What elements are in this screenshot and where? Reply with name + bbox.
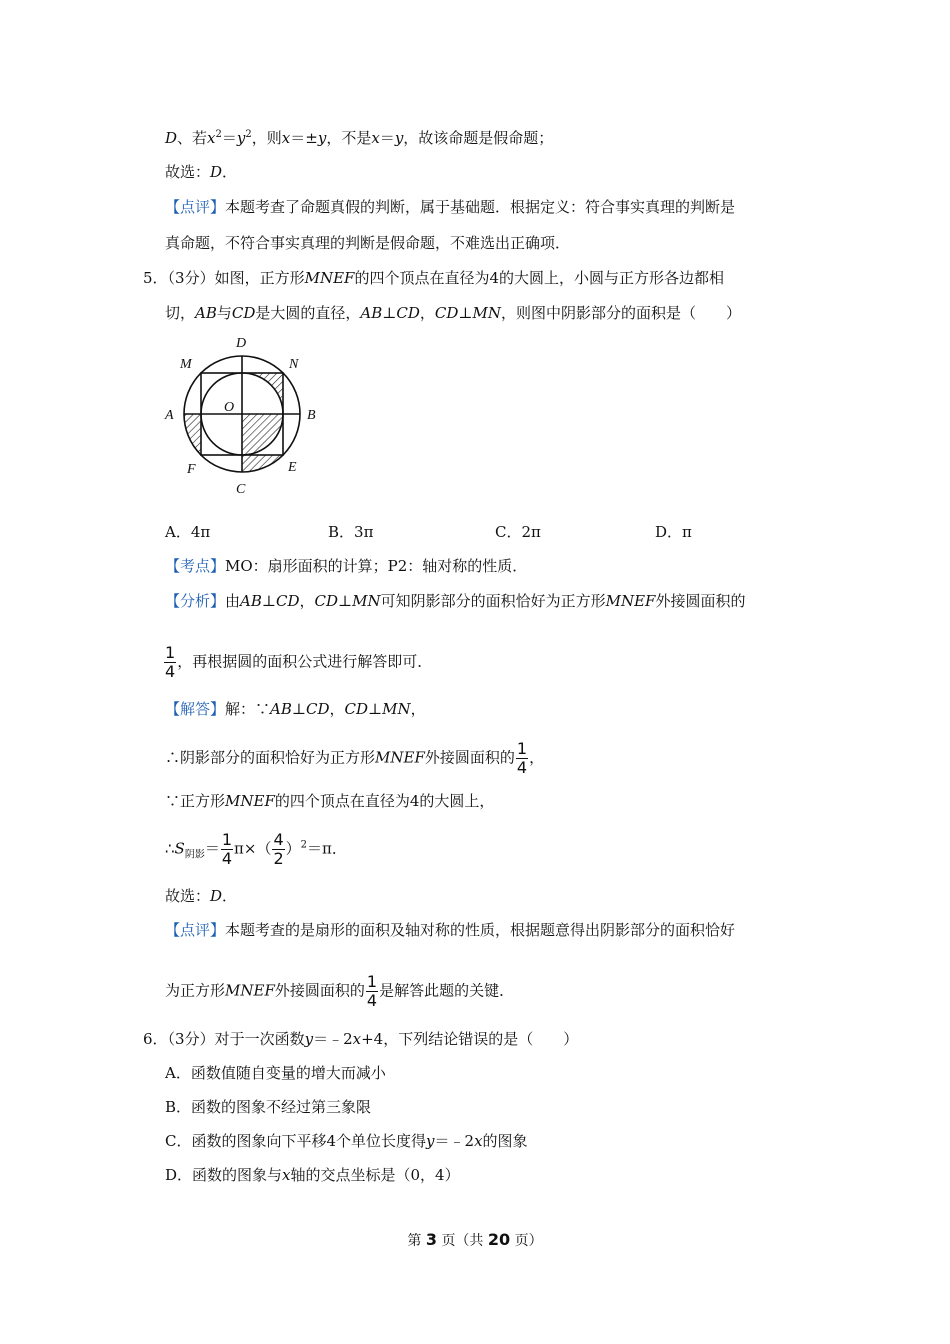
q5-option-c[interactable]: C．2π [495, 523, 541, 541]
fraction: $\frac{4}{2}$ [273, 830, 284, 868]
fraction: $\frac{1}{4}$ [165, 643, 176, 681]
q5-option-b[interactable]: B．3π [328, 523, 374, 541]
q4-comment-line1: 【点评】本题考查了命题真假的判断，属于基础题．根据定义：符合事实真理的判断是 [165, 198, 736, 216]
q5-option-d[interactable]: D．π [655, 523, 692, 541]
q5-comment-line2: 为正方形MNEF外接圆面积的 $\frac{1}{4}$ 是解答此题的关键． [165, 972, 515, 1010]
label-b: B [307, 408, 316, 423]
label-o: O [224, 400, 235, 415]
q5-fenxi-line2: $\frac{1}{4}$ ，再根据圆的面积公式进行解答即可． [165, 643, 433, 681]
shade-bottom-segment [242, 455, 283, 472]
shaded-regions [184, 373, 283, 472]
q5-stem-line2: 切，AB与CD是大圆的直径，AB⊥CD，CD⊥MN，则图中阴影部分的面积是（ ） [165, 304, 742, 322]
page-footer: 第 3 页（共 20 页） [407, 1230, 543, 1249]
q5-kaodian: 【考点】MO：扇形面积的计算；P2：轴对称的性质． [165, 557, 528, 575]
q5-jieda-line3: ∵正方形MNEF的四个顶点在直径为4的大圆上， [165, 792, 495, 810]
label-d: D [236, 336, 247, 351]
fraction: $\frac{1}{4}$ [516, 739, 528, 777]
q4-comment-line2: 真命题，不符合事实真理的判断是假命题，不难选出正确项． [165, 234, 571, 252]
q6-option-c[interactable]: C．函数的图象向下平移4个单位长度得y＝﹣2x的图象 [165, 1132, 528, 1150]
q5-comment-line1: 【点评】本题考查的是扇形的面积及轴对称的性质，根据题意得出阴影部分的面积恰好 [165, 921, 736, 939]
q6-option-d[interactable]: D．函数的图象与x轴的交点坐标是（0，4） [165, 1166, 460, 1184]
geometry-figure [162, 332, 324, 498]
label-f: F [187, 462, 196, 477]
q6-option-b[interactable]: B．函数的图象不经过第三象限 [165, 1098, 372, 1116]
fraction: $\frac{1}{4}$ [366, 972, 378, 1010]
q5-jieda-line2: ∴阴影部分的面积恰好为正方形MNEF外接圆面积的 $\frac{1}{4}$ ， [165, 739, 545, 777]
q5-jieda-line1: 【解答】解：∵AB⊥CD，CD⊥MN， [165, 700, 426, 718]
q5-fenxi-line1: 【分析】由AB⊥CD，CD⊥MN可知阴影部分的面积恰好为正方形MNEF外接圆面积的 [165, 592, 746, 610]
q5-stem-line1: 5．（3分）如图，正方形MNEF的四个顶点在直径为4的大圆上，小圆与正方形各边都相 [143, 269, 724, 287]
label-c: C [236, 482, 246, 497]
fraction: $\frac{1}{4}$ [221, 830, 233, 868]
q5-option-a[interactable]: A．4π [165, 523, 211, 541]
shade-left-segment [184, 414, 201, 455]
label-a: A [165, 408, 174, 423]
label-e: E [288, 460, 297, 475]
q5-jieda-line4: $\therefore S_{阴影}=$ $\frac{1}{4}$ π×（ $\frac{4}{2}$ ）$^2$＝π． [165, 830, 347, 868]
q4-choose: 故选：D． [165, 163, 238, 181]
q4-line-d: D、若$x^2=y^2$，则x＝±y，不是x＝y，故该命题是假命题； [165, 129, 554, 147]
q5-choose: 故选：D． [165, 887, 238, 905]
label-m: M [180, 357, 192, 372]
q6-stem: 6．（3分）对于一次函数y＝﹣2x+4，下列结论错误的是（ ） [143, 1030, 579, 1048]
q6-option-a[interactable]: A．函数值随自变量的增大而减小 [165, 1064, 386, 1082]
comment-tag: 【点评】 [165, 198, 226, 216]
label-n: N [289, 357, 299, 372]
